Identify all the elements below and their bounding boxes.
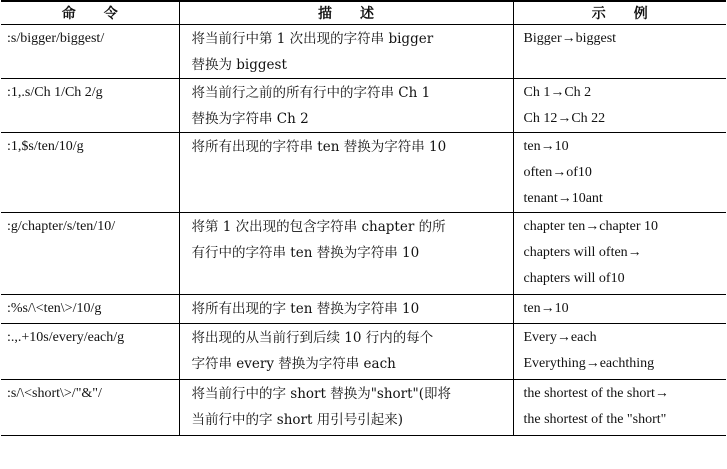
command-text: :g/chapter/s/ten/10/ (7, 219, 116, 234)
command-cell (1, 380, 179, 436)
example-line: Every→each (523, 330, 597, 345)
table-row (1, 79, 726, 133)
command-text: :1,.s/Ch 1/Ch 2/g (7, 85, 103, 100)
description-line: 替换为 biggest (191, 57, 287, 73)
example-cell (513, 295, 726, 324)
example-line: chapter ten→chapter 10 (523, 219, 658, 234)
table-row (1, 213, 726, 295)
command-text: :s/\<short\>/"&"/ (7, 386, 102, 401)
description-line: 将出现的从当前行到后续 10 行内的每个 (191, 330, 434, 346)
example-cell (513, 25, 726, 79)
table-row (1, 133, 726, 213)
command-text: :1,$s/ten/10/g (7, 139, 84, 154)
command-cell (1, 133, 179, 213)
table-row (1, 324, 726, 380)
table-row (1, 380, 726, 436)
command-text: :.,.+10s/every/each/g (7, 330, 125, 345)
example-cell (513, 133, 726, 213)
header-command: 命 令 (1, 1, 179, 25)
command-text: :s/bigger/biggest/ (7, 31, 105, 46)
description-line: 将所有出现的字符串 ten 替换为字符串 10 (191, 139, 447, 155)
description-cell (179, 25, 513, 79)
example-line: ten→10 (523, 139, 569, 154)
table-row (1, 25, 726, 79)
description-line: 当前行中的字 short 用引号引起来) (191, 412, 403, 428)
command-cell (1, 25, 179, 79)
command-cell (1, 213, 179, 295)
description-line: 将当前行中的字 short 替换为"short"(即将 (191, 386, 452, 402)
example-line: tenant→10ant (523, 191, 603, 206)
example-line: the shortest of the short→ (523, 386, 669, 401)
header-description: 描 述 (179, 1, 513, 25)
command-cell (1, 295, 179, 324)
example-line: Ch 12→Ch 22 (523, 111, 606, 126)
command-cell (1, 324, 179, 380)
command-cell (1, 79, 179, 133)
example-cell (513, 213, 726, 295)
description-line: 将所有出现的字 ten 替换为字符串 10 (191, 301, 420, 317)
description-cell (179, 324, 513, 380)
example-line: Ch 1→Ch 2 (523, 85, 592, 100)
example-cell (513, 380, 726, 436)
example-line: often→of10 (523, 165, 592, 180)
example-line: chapters will often→ (523, 245, 642, 260)
description-cell (179, 213, 513, 295)
description-line: 将第 1 次出现的包含字符串 chapter 的所 (191, 219, 446, 235)
header-row (1, 1, 726, 25)
description-cell (179, 295, 513, 324)
description-line: 将当前行中第 1 次出现的字符串 bigger (191, 31, 434, 47)
description-line: 将当前行之前的所有行中的字符串 Ch 1 (191, 85, 431, 101)
description-line: 替换为字符串 Ch 2 (191, 111, 309, 127)
example-line: the shortest of the "short" (523, 412, 667, 427)
description-line: 字符串 every 替换为字符串 each (191, 356, 396, 372)
command-text: :%s/\<ten\>/10/g (7, 301, 102, 316)
example-line: ten→10 (523, 301, 569, 316)
example-line: Everything→eachthing (523, 356, 655, 371)
description-line: 有行中的字符串 ten 替换为字符串 10 (191, 245, 420, 261)
description-cell (179, 79, 513, 133)
description-cell (179, 380, 513, 436)
table-row (1, 295, 726, 324)
command-table (1, 0, 726, 436)
example-cell (513, 324, 726, 380)
header-example: 示 例 (513, 1, 726, 25)
example-cell (513, 79, 726, 133)
example-line: Bigger→biggest (523, 31, 617, 46)
example-line: chapters will of10 (523, 271, 625, 286)
description-cell (179, 133, 513, 213)
